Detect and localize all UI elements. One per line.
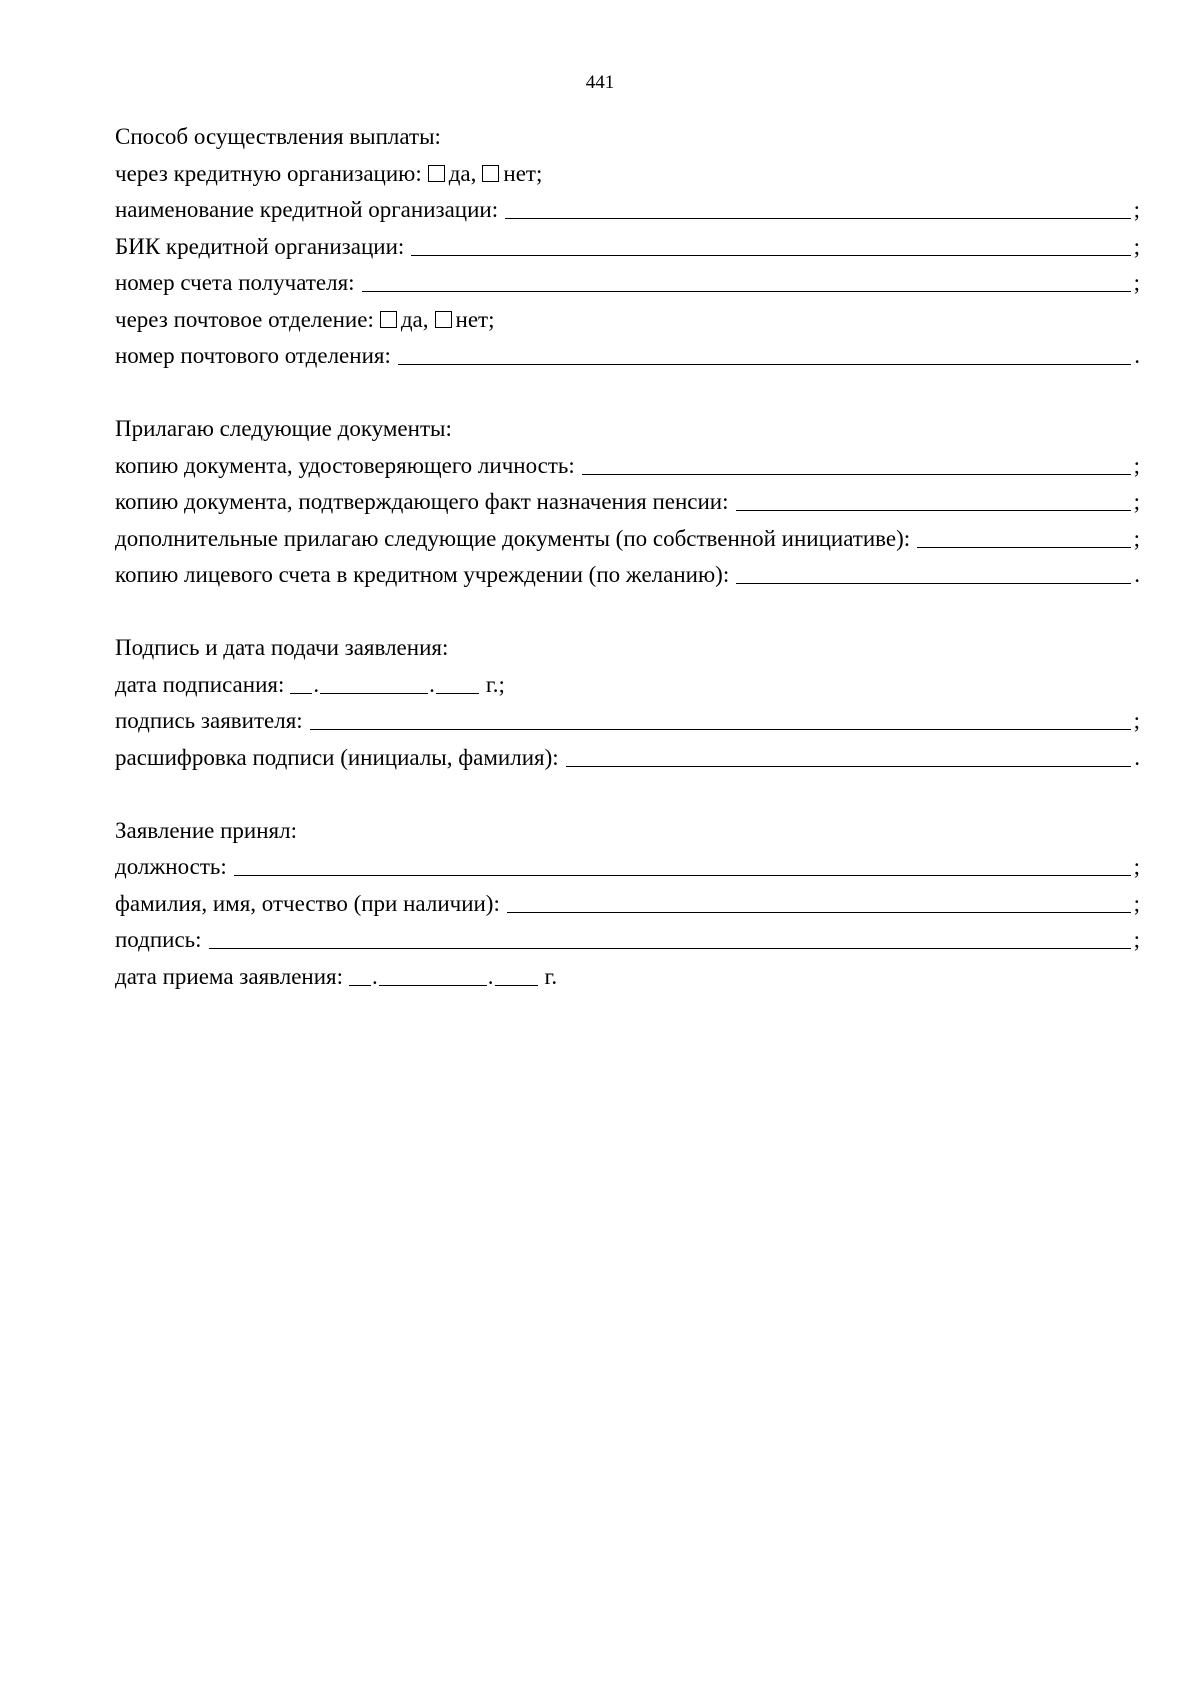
signature-heading-text: Подпись и дата подачи заявления: [115, 635, 449, 660]
additional-docs-field[interactable] [917, 530, 1130, 548]
documents-heading-text: Прилагаю следующие документы: [115, 416, 452, 441]
applicant-signature-field[interactable] [310, 712, 1131, 730]
credit-org-bik-row [115, 234, 1140, 271]
accepted-heading [115, 818, 1140, 855]
additional-docs-label: дополнительные прилагаю следующие документы (по собственной инициативе): [115, 525, 911, 551]
account-number-field[interactable] [362, 274, 1131, 292]
signature-decode-row [115, 745, 1140, 782]
post-no-checkbox[interactable] [435, 311, 452, 328]
accept-date-day-field[interactable] [349, 968, 371, 986]
payment-heading [115, 124, 1140, 161]
line-end-semicolon: ; [1133, 854, 1140, 879]
page-number: 441 [585, 72, 615, 93]
section-gap [115, 781, 1140, 818]
additional-docs-row [115, 526, 1140, 563]
post-number-label: номер почтового отделения: [115, 343, 391, 368]
full-name-label: фамилия, имя, отчество (при наличии): [115, 890, 500, 916]
credit-org-no-checkbox[interactable] [482, 165, 499, 182]
line-end-semicolon: ; [1133, 452, 1140, 478]
position-field[interactable] [234, 858, 1131, 876]
accepted-signature-label: подпись: [115, 927, 202, 952]
section-gap [115, 380, 1140, 417]
identity-copy-field[interactable] [582, 457, 1131, 475]
signing-date-day-field[interactable] [290, 676, 312, 694]
accept-date-label: дата приема заявления: [115, 963, 343, 989]
account-copy-label: копию лицевого счета в кредитном учреждении (по желанию): [115, 562, 730, 587]
line-end-semicolon: ; [1133, 270, 1140, 295]
signing-date-suffix: г.; [485, 671, 505, 697]
application-form [115, 124, 1140, 1000]
account-number-row [115, 270, 1140, 307]
signature-decode-field[interactable] [566, 749, 1132, 767]
credit-org-name-field[interactable] [505, 201, 1130, 219]
line-end-period: . [1134, 562, 1140, 587]
post-number-field[interactable] [398, 347, 1131, 365]
accept-date-suffix: г. [544, 963, 558, 989]
applicant-signature-label: подпись заявителя: [115, 708, 303, 733]
line-end-period: . [1134, 744, 1140, 770]
accepted-signature-row [115, 927, 1140, 964]
account-copy-field[interactable] [736, 566, 1131, 584]
line-end-semicolon: ; [1133, 197, 1140, 222]
signature-heading [115, 635, 1140, 672]
post-choice-row [115, 307, 1140, 344]
credit-org-yes-label: да, [448, 160, 477, 186]
signing-date-row [115, 672, 1140, 709]
identity-copy-row [115, 453, 1140, 490]
signing-date-label: дата подписания: [115, 671, 285, 697]
line-end-semicolon: ; [1133, 927, 1140, 952]
date-separator: . [372, 963, 378, 989]
payment-heading-text: Способ осуществления выплаты: [115, 124, 441, 149]
post-no-label: нет; [455, 306, 495, 332]
credit-org-bik-field[interactable] [411, 238, 1130, 256]
position-row [115, 854, 1140, 891]
credit-org-choice-label: через кредитную организацию: [115, 160, 422, 186]
date-separator: . [429, 671, 435, 697]
post-number-row [115, 343, 1140, 380]
pension-copy-row [115, 489, 1140, 526]
line-end-semicolon: ; [1133, 525, 1140, 551]
signing-date-month-field[interactable] [320, 676, 428, 694]
position-label: должность: [115, 854, 227, 879]
pension-copy-field[interactable] [736, 493, 1131, 511]
account-copy-row [115, 562, 1140, 599]
credit-org-no-label: нет; [503, 160, 543, 186]
line-end-semicolon: ; [1133, 708, 1140, 733]
credit-org-name-row [115, 197, 1140, 234]
line-end-semicolon: ; [1133, 233, 1140, 259]
accept-date-year-field[interactable] [495, 968, 538, 986]
post-choice-label: через почтовое отделение: [115, 306, 374, 332]
accept-date-row [115, 964, 1140, 1001]
credit-org-yes-checkbox[interactable] [428, 165, 445, 182]
post-yes-checkbox[interactable] [380, 311, 397, 328]
date-separator: . [313, 671, 320, 697]
credit-org-name-label: наименование кредитной организации: [115, 197, 499, 222]
credit-org-choice-row [115, 161, 1140, 198]
documents-heading [115, 416, 1140, 453]
line-end-semicolon: ; [1133, 489, 1140, 514]
accept-date-month-field[interactable] [379, 968, 487, 986]
section-gap [115, 599, 1140, 636]
pension-copy-label: копию документа, подтверждающего факт назначения пенсии: [115, 489, 729, 514]
accepted-heading-text: Заявление принял: [115, 817, 298, 843]
post-yes-label: да, [400, 306, 429, 332]
applicant-signature-row [115, 708, 1140, 745]
accepted-signature-field[interactable] [209, 931, 1131, 949]
line-end-semicolon: ; [1133, 890, 1140, 916]
identity-copy-label: копию документа, удостоверяющего личность: [115, 452, 575, 478]
signature-decode-label: расшифровка подписи (инициалы, фамилия): [115, 744, 559, 770]
credit-org-bik-label: БИК кредитной организации: [115, 233, 405, 259]
signing-date-year-field[interactable] [436, 676, 479, 694]
line-end-period: . [1134, 343, 1140, 368]
date-separator: . [487, 963, 494, 989]
full-name-row [115, 891, 1140, 928]
full-name-field[interactable] [507, 895, 1131, 913]
account-number-label: номер счета получателя: [115, 270, 355, 295]
